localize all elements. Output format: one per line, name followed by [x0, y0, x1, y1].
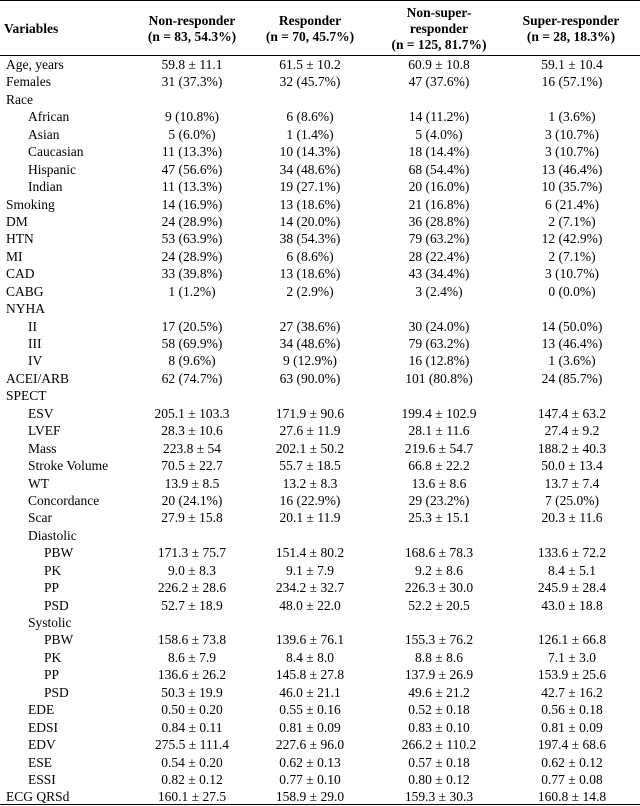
row-value: 0.62 ± 0.13 — [279, 754, 341, 770]
row-value: 43.0 ± 18.8 — [541, 597, 603, 613]
row-value: 0.80 ± 0.12 — [408, 771, 470, 787]
row-value: 3 (10.7%) — [545, 144, 599, 160]
row-value: 133.6 ± 72.2 — [537, 545, 607, 561]
table-row — [0, 387, 640, 404]
row-label: ECG QRSd — [6, 789, 70, 805]
row-label: PP — [44, 580, 60, 596]
row-value: 63 (90.0%) — [279, 370, 341, 386]
row-value: 8 (9.6%) — [168, 353, 216, 369]
header-line: Non-responder — [148, 13, 236, 28]
row-label: PSD — [44, 597, 69, 613]
row-value: 199.4 ± 102.9 — [401, 405, 477, 421]
row-value: 20 (16.0%) — [408, 179, 470, 195]
table-row — [0, 597, 640, 614]
row-value: 24 (85.7%) — [541, 370, 603, 386]
row-value: 0.83 ± 0.10 — [408, 719, 470, 735]
table-row — [0, 126, 640, 143]
row-label: NYHA — [6, 301, 45, 317]
row-value: 2 (7.1%) — [548, 248, 596, 264]
table-row — [0, 300, 640, 317]
row-label: MI — [6, 248, 23, 264]
row-value: 61.5 ± 10.2 — [279, 57, 341, 72]
table-row — [0, 544, 640, 561]
row-value: 171.9 ± 90.6 — [275, 405, 345, 421]
row-value: 59.8 ± 11.1 — [161, 57, 223, 72]
row-value: 158.9 ± 29.0 — [275, 789, 345, 805]
row-value: 7 (25.0%) — [545, 492, 599, 508]
row-value: 126.1 ± 66.8 — [537, 632, 607, 648]
bottom-rule — [0, 804, 640, 805]
row-value: 48.0 ± 22.0 — [279, 597, 341, 613]
row-value: 36 (28.8%) — [408, 213, 470, 229]
table-row — [0, 614, 640, 631]
table-row — [0, 440, 640, 457]
row-value: 42.7 ± 16.2 — [541, 684, 603, 700]
row-label: DM — [6, 213, 28, 229]
row-label: PSD — [44, 684, 69, 700]
row-value: 197.4 ± 68.6 — [537, 737, 607, 753]
row-value: 275.5 ± 111.4 — [155, 737, 229, 753]
row-value: 234.2 ± 32.7 — [275, 580, 345, 596]
row-value: 18 (14.4%) — [408, 144, 470, 160]
row-value: 66.8 ± 22.2 — [408, 458, 470, 474]
row-value: 47 (56.6%) — [161, 161, 223, 177]
table-row — [0, 405, 640, 422]
row-value: 0.77 ± 0.08 — [541, 771, 603, 787]
row-value: 6 (8.6%) — [286, 109, 334, 125]
row-value: 59.1 ± 10.4 — [541, 57, 603, 72]
row-value: 1 (1.4%) — [286, 126, 334, 142]
row-value: 226.2 ± 28.6 — [157, 580, 227, 596]
row-value: 137.9 ± 26.9 — [404, 667, 474, 683]
row-label: ESSI — [28, 771, 56, 787]
row-label: PBW — [44, 632, 74, 648]
row-value: 31 (37.3%) — [161, 74, 223, 90]
row-value: 0 (0.0%) — [548, 283, 596, 299]
row-value: 9 (12.9%) — [283, 353, 337, 369]
row-value: 14 (50.0%) — [541, 318, 603, 334]
table-row — [0, 56, 640, 73]
header-non-responder — [128, 13, 256, 45]
header-line: (n = 125, 81.7%) — [391, 37, 487, 52]
row-value: 1 (3.6%) — [548, 353, 596, 369]
row-value: 6 (8.6%) — [286, 248, 334, 264]
table-row — [0, 352, 640, 369]
row-value: 20.1 ± 11.9 — [279, 510, 341, 526]
row-value: 8.6 ± 7.9 — [168, 649, 216, 665]
row-value: 52.7 ± 18.9 — [161, 597, 223, 613]
header-non-super-responder — [370, 5, 508, 53]
table-row — [0, 248, 640, 265]
row-label: IV — [28, 353, 43, 369]
row-label: WT — [28, 475, 49, 491]
header-line: responder — [409, 21, 469, 36]
row-label: Scar — [28, 510, 52, 526]
row-value: 47 (37.6%) — [408, 74, 470, 90]
row-value: 43 (34.4%) — [408, 266, 470, 282]
header-line: (n = 28, 18.3%) — [526, 29, 616, 44]
row-label: Hispanic — [28, 161, 76, 177]
row-label: LVEF — [28, 423, 61, 439]
row-value: 1 (3.6%) — [548, 109, 596, 125]
table-header — [0, 0, 640, 56]
header-line: Super-responder — [522, 13, 620, 28]
row-value: 13.6 ± 8.6 — [411, 475, 467, 491]
row-value: 8.8 ± 8.6 — [415, 649, 463, 665]
row-value: 34 (48.6%) — [279, 336, 341, 351]
row-label: Caucasian — [28, 144, 84, 160]
row-value: 13.9 ± 8.5 — [164, 475, 220, 491]
table-row — [0, 335, 640, 352]
row-value: 0.50 ± 0.20 — [161, 702, 223, 718]
header-line: (n = 83, 54.3%) — [147, 29, 237, 44]
row-label: EDE — [28, 702, 55, 718]
row-value: 13 (18.6%) — [279, 266, 341, 282]
row-label: ESV — [28, 405, 54, 421]
table-row — [0, 108, 640, 125]
row-value: 16 (22.9%) — [279, 492, 341, 508]
header-responder — [250, 13, 370, 45]
row-value: 28.1 ± 11.6 — [408, 423, 470, 439]
row-value: 79 (63.2%) — [408, 336, 470, 351]
row-value: 27 (38.6%) — [279, 318, 341, 334]
table-row — [0, 562, 640, 579]
table-row — [0, 457, 640, 474]
row-label: CAD — [6, 266, 35, 282]
row-value: 226.3 ± 30.0 — [404, 580, 474, 596]
row-value: 27.9 ± 15.8 — [161, 510, 223, 526]
header-super-responder — [502, 13, 640, 45]
table-row — [0, 649, 640, 666]
row-value: 139.6 ± 76.1 — [275, 632, 345, 648]
table-row — [0, 73, 640, 90]
row-label: SPECT — [6, 388, 47, 404]
row-label: Mass — [28, 440, 57, 456]
row-value: 7.1 ± 3.0 — [548, 649, 596, 665]
row-value: 0.55 ± 0.16 — [279, 702, 341, 718]
row-value: 10 (14.3%) — [279, 144, 341, 160]
row-value: 0.81 ± 0.09 — [279, 719, 341, 735]
table-row — [0, 196, 640, 213]
row-label: Diastolic — [28, 527, 77, 543]
row-value: 5 (4.0%) — [415, 126, 463, 142]
row-value: 3 (10.7%) — [545, 266, 599, 282]
table-row — [0, 265, 640, 282]
table-row — [0, 318, 640, 335]
row-value: 50.3 ± 19.9 — [161, 684, 223, 700]
row-value: 29 (23.2%) — [408, 492, 470, 508]
row-label: EDSI — [28, 719, 58, 735]
row-value: 8.4 ± 8.0 — [286, 649, 334, 665]
row-value: 62 (74.7%) — [161, 370, 223, 386]
row-value: 266.2 ± 110.2 — [401, 737, 477, 753]
row-value: 101 (80.8%) — [405, 370, 473, 386]
row-value: 13.7 ± 7.4 — [544, 475, 600, 491]
table-row — [0, 492, 640, 509]
row-value: 0.57 ± 0.18 — [408, 754, 470, 770]
row-value: 1 (1.2%) — [168, 283, 216, 299]
row-value: 17 (20.5%) — [161, 318, 223, 334]
row-value: 8.4 ± 5.1 — [548, 562, 596, 578]
table-row — [0, 161, 640, 178]
row-value: 30 (24.0%) — [408, 318, 470, 334]
header-line: Non-super- — [406, 5, 472, 20]
header-line: (n = 70, 45.7%) — [265, 29, 355, 44]
row-value: 0.77 ± 0.10 — [279, 771, 341, 787]
row-value: 0.54 ± 0.20 — [161, 754, 223, 770]
row-value: 20 (24.1%) — [161, 492, 223, 508]
row-value: 219.6 ± 54.7 — [404, 440, 474, 456]
row-value: 20.3 ± 11.6 — [541, 510, 603, 526]
table-row — [0, 579, 640, 596]
row-value: 6 (21.4%) — [545, 196, 599, 212]
table-row — [0, 754, 640, 771]
row-label: Asian — [28, 126, 60, 142]
table-row — [0, 631, 640, 648]
row-value: 153.9 ± 25.6 — [537, 667, 607, 683]
table-row — [0, 736, 640, 753]
row-value: 205.1 ± 103.3 — [154, 405, 230, 421]
row-value: 160.8 ± 14.8 — [537, 789, 607, 805]
row-value: 11 (13.3%) — [161, 179, 223, 195]
row-value: 223.8 ± 54 — [162, 440, 222, 456]
row-value: 159.3 ± 30.3 — [404, 789, 474, 805]
row-value: 33 (39.8%) — [161, 266, 223, 282]
row-value: 60.9 ± 10.8 — [408, 57, 470, 72]
row-label: Females — [6, 74, 51, 90]
row-value: 160.1 ± 27.5 — [157, 789, 227, 805]
row-value: 14 (16.9%) — [161, 196, 223, 212]
row-value: 0.56 ± 0.18 — [541, 702, 603, 718]
row-value: 0.82 ± 0.12 — [161, 771, 223, 787]
row-value: 13 (18.6%) — [279, 196, 341, 212]
row-value: 28.3 ± 10.6 — [161, 423, 223, 439]
row-value: 16 (12.8%) — [408, 353, 470, 369]
table-row — [0, 719, 640, 736]
row-value: 27.6 ± 11.9 — [279, 423, 341, 439]
row-label: ACEI/ARB — [6, 370, 70, 386]
table-row — [0, 684, 640, 701]
row-value: 0.52 ± 0.18 — [408, 702, 470, 718]
row-label: Indian — [28, 179, 63, 195]
row-label: II — [28, 318, 37, 334]
row-value: 9 (10.8%) — [165, 109, 219, 125]
row-value: 168.6 ± 78.3 — [404, 545, 474, 561]
table-row — [0, 666, 640, 683]
row-label: African — [28, 109, 70, 125]
row-value: 32 (45.7%) — [279, 74, 341, 90]
row-value: 9.0 ± 8.3 — [168, 562, 216, 578]
row-value: 9.2 ± 8.6 — [415, 562, 463, 578]
row-value: 24 (28.9%) — [161, 248, 223, 264]
row-value: 34 (48.6%) — [279, 161, 341, 177]
row-value: 55.7 ± 18.5 — [279, 458, 341, 474]
row-value: 14 (11.2%) — [408, 109, 470, 125]
row-label: PP — [44, 667, 60, 683]
row-label: Race — [6, 91, 33, 107]
row-label: Systolic — [28, 615, 72, 630]
row-value: 151.4 ± 80.2 — [275, 545, 345, 561]
row-value: 13.2 ± 8.3 — [282, 475, 338, 491]
table-row — [0, 370, 640, 387]
table-row — [0, 230, 640, 247]
row-label: III — [28, 336, 42, 351]
row-value: 11 (13.3%) — [161, 144, 223, 160]
row-value: 38 (54.3%) — [279, 231, 341, 247]
row-label: Age, years — [6, 57, 64, 72]
table-row — [0, 509, 640, 526]
row-value: 147.4 ± 63.2 — [537, 405, 607, 421]
row-value: 79 (63.2%) — [408, 231, 470, 247]
row-value: 27.4 ± 9.2 — [544, 423, 600, 439]
row-value: 0.84 ± 0.11 — [161, 719, 223, 735]
table-body — [0, 56, 640, 806]
row-value: 68 (54.4%) — [408, 161, 470, 177]
row-value: 28 (22.4%) — [408, 248, 470, 264]
row-value: 49.6 ± 21.2 — [408, 684, 470, 700]
row-value: 2 (2.9%) — [286, 283, 334, 299]
row-value: 12 (42.9%) — [541, 231, 603, 247]
row-value: 21 (16.8%) — [408, 196, 470, 212]
table-row — [0, 422, 640, 439]
row-label: Smoking — [6, 196, 55, 212]
row-value: 50.0 ± 13.4 — [541, 458, 603, 474]
row-value: 0.81 ± 0.09 — [541, 719, 603, 735]
row-value: 16 (57.1%) — [541, 74, 603, 90]
row-label: ESE — [28, 754, 53, 770]
row-value: 158.6 ± 73.8 — [157, 632, 227, 648]
row-value: 188.2 ± 40.3 — [537, 440, 607, 456]
table-row — [0, 91, 640, 108]
row-value: 25.3 ± 15.1 — [408, 510, 470, 526]
row-value: 10 (35.7%) — [541, 179, 603, 195]
header-line: Responder — [278, 13, 342, 28]
row-value: 145.8 ± 27.8 — [275, 667, 345, 683]
row-value: 245.9 ± 28.4 — [537, 580, 607, 596]
row-value: 3 (2.4%) — [415, 283, 463, 299]
row-value: 155.3 ± 76.2 — [404, 632, 474, 648]
row-value: 171.3 ± 75.7 — [157, 545, 227, 561]
table-row — [0, 475, 640, 492]
row-value: 46.0 ± 21.1 — [279, 684, 341, 700]
row-value: 14 (20.0%) — [279, 213, 341, 229]
row-label: PBW — [44, 545, 74, 561]
row-value: 9.1 ± 7.9 — [286, 562, 334, 578]
row-value: 58 (69.9%) — [161, 336, 223, 351]
row-label: Concordance — [28, 492, 100, 508]
row-value: 3 (10.7%) — [545, 126, 599, 142]
row-value: 227.6 ± 96.0 — [275, 737, 345, 753]
row-value: 13 (46.4%) — [541, 161, 603, 177]
row-label: PK — [44, 562, 62, 578]
row-label: EDV — [28, 737, 56, 753]
row-value: 0.62 ± 0.12 — [541, 754, 603, 770]
row-value: 70.5 ± 22.7 — [161, 458, 223, 474]
row-value: 136.6 ± 26.2 — [157, 667, 227, 683]
row-value: 24 (28.9%) — [161, 213, 223, 229]
table-row — [0, 527, 640, 544]
table-row — [0, 213, 640, 230]
table-row — [0, 701, 640, 718]
table-row — [0, 143, 640, 160]
row-value: 53 (63.9%) — [161, 231, 223, 247]
header-variables: Variables — [4, 21, 59, 36]
row-label: PK — [44, 649, 62, 665]
row-label: CABG — [6, 283, 44, 299]
table-row — [0, 178, 640, 195]
table-row — [0, 771, 640, 788]
row-value: 19 (27.1%) — [279, 179, 341, 195]
row-value: 2 (7.1%) — [548, 213, 596, 229]
row-value: 202.1 ± 50.2 — [275, 440, 345, 456]
row-value: 13 (46.4%) — [541, 336, 603, 351]
row-label: HTN — [6, 231, 34, 247]
row-value: 52.2 ± 20.5 — [408, 597, 470, 613]
row-value: 5 (6.0%) — [168, 126, 216, 142]
table-row — [0, 283, 640, 300]
row-label: Stroke Volume — [28, 458, 109, 474]
